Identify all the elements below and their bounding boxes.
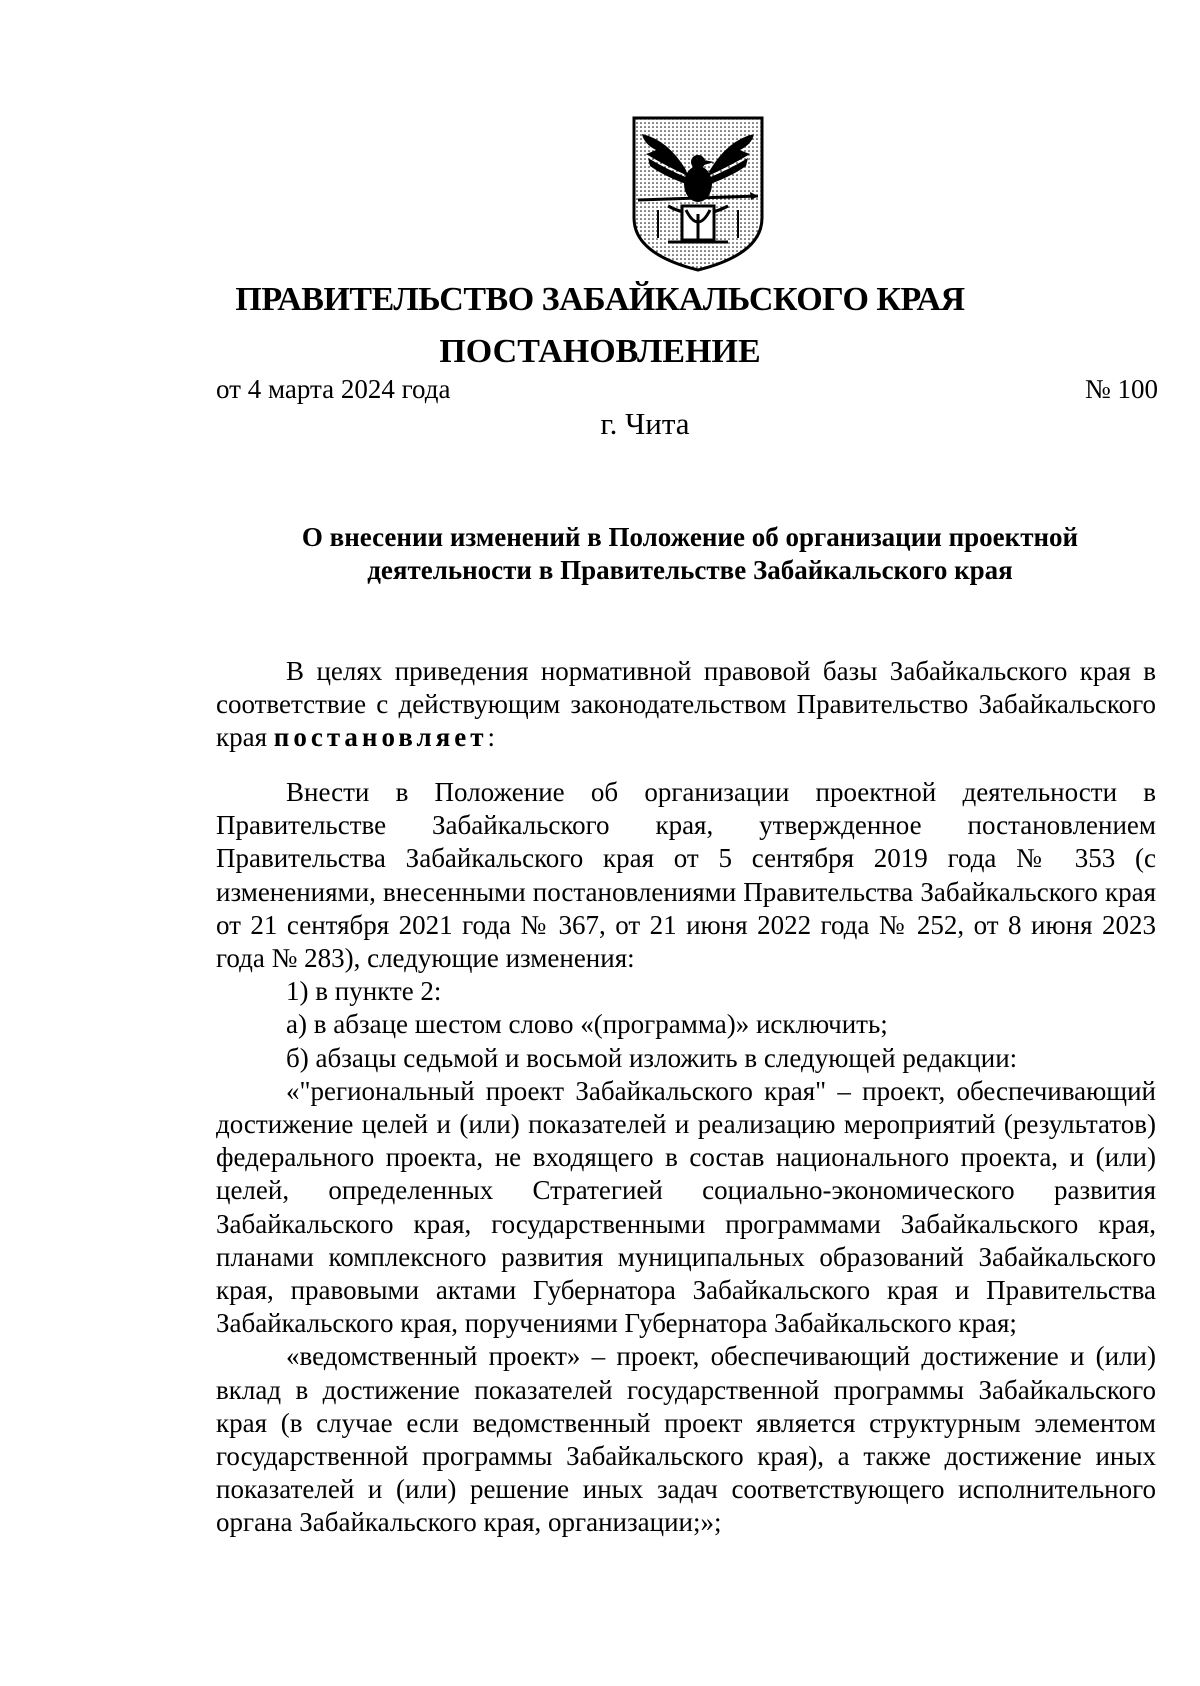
list-item-b: б) абзацы седьмой и восьмой изложить в следующей редакции: bbox=[286, 1042, 1018, 1073]
list-item-a: а) в абзаце шестом слово «(программа)» исключить; bbox=[286, 1009, 888, 1040]
document-number: № 100 bbox=[1084, 374, 1158, 404]
preamble-text: В целях приведения нормативной правовой базы Забайкальского края в соответствие с действующим законодательством Правительство Забайкальского края bbox=[216, 656, 1156, 753]
document-body bbox=[216, 776, 1156, 1540]
quote-regional-project: «"региональный проект Забайкальского края" – проект, обеспечивающий достижение целей и (или) показателей и реализацию мероприятий (результатов) федерального проекта, не входящего в состав национального проекта, и (или) целей, определенных Стратегией социально-экономического развития Забайкальского края, государственными программами Забайкальского края, планами комплексного развития муниципальных образований Забайкальского края, правовыми актами Губернатора Забайкальского края и Правительства Забайкальского края, поручениями Губернатора Забайкальского края; bbox=[216, 1075, 1156, 1339]
quote-departmental-project: «ведомственный проект» – проект, обеспечивающий достижение и (или) вклад в достижение показателей государственной программы Забайкальского края (в случае если ведомственный проект является структурным элементом государственной программы Забайкальского края), а также достижение иных показателей и (или) решение иных задач соответствующего исполнительного органа Забайкальского края, организации;»; bbox=[216, 1341, 1156, 1538]
government-title: ПРАВИТЕЛЬСТВО ЗАБАЙКАЛЬСКОГО КРАЯ bbox=[235, 281, 965, 318]
document-date: от 4 марта 2024 года bbox=[216, 374, 451, 404]
coat-of-arms-icon bbox=[628, 114, 768, 272]
document-heading bbox=[250, 521, 1130, 587]
heading-line-2: деятельности в Правительстве Забайкальского края bbox=[367, 555, 1013, 585]
heading-line-1: О внесении изменений в Положение об организации проектной bbox=[301, 522, 1079, 552]
preamble-paragraph bbox=[216, 655, 1156, 755]
document-type: ПОСТАНОВЛЕНИЕ bbox=[439, 333, 761, 370]
resolution-keyword: постановляет bbox=[273, 722, 488, 753]
body-intro: Внести в Положение об организации проектной деятельности в Правительстве Забайкальского края, утвержденное постановлением Правительства Забайкальского края от 5 сентября 2019 года № 353 (с изменениями, внесенными постановлениями Правительства Забайкальского края от 21 сентября 2021 года № 367, от 21 июня 2022 года № 252, от 8 июня 2023 года № 283), следующие изменения: bbox=[216, 777, 1156, 974]
document-city: г. Чита bbox=[600, 406, 690, 441]
preamble-suffix: : bbox=[487, 722, 496, 753]
preamble bbox=[216, 655, 1156, 755]
list-item-1: 1) в пункте 2: bbox=[286, 976, 442, 1007]
